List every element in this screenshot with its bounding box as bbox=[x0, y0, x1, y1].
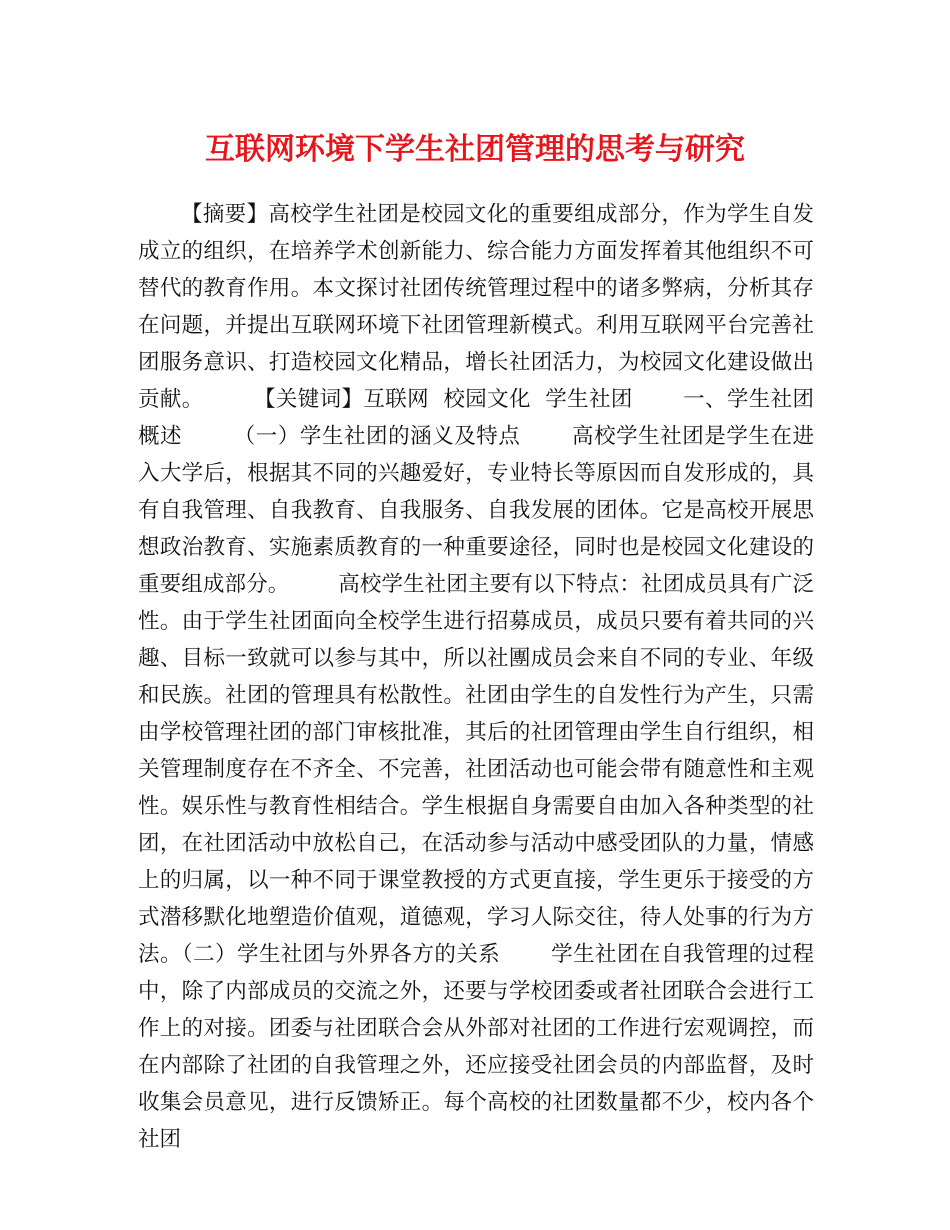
document-body-text: 【摘要】高校学生社团是校园文化的重要组成部分，作为学生自发成立的组织，在培养学术创新能力、综合能力方面发挥着其他组织不可替代的教育作用。本文探讨社团传统管理过程中的诸多弊病，分析其存在问题，并提出互联网环境下社团管理新模式。利用互联网平台完善社团服务意识、打造校园文化精品，增长社团活力，为校园文化建设做出贡献。 【关键词】互联网 校园文化 学生社团 一、学生社团概述 （一）学生社团的涵义及特点 高校学生社团是学生在进入大学后，根据其不同的兴趣爱好，专业特长等原因而自发形成的，具有自我管理、自我教育、自我服务、自我发展的团体。它是高校开展思想政治教育、实施素质教育的一种重要途径，同时也是校园文化建设的重要组成部分。 高校学生社团主要有以下特点：社团成员具有广泛性。由于学生社团面向全校学生进行招募成员，成员只要有着共同的兴趣、目标一致就可以参与其中，所以社團成员会来自不同的专业、年级和民族。社团的管理具有松散性。社团由学生的自发性行为产生，只需由学校管理社团的部门审核批准，其后的社团管理由学生自行组织，相关管理制度存在不齐全、不完善，社团活动也可能会带有随意性和主观性。娱乐性与教育性相结合。学生根据自身需要自由加入各种类型的社团，在社团活动中放松自己，在活动参与活动中感受团队的力量，情感上的归属，以一种不同于课堂教授的方式更直接，学生更乐于接受的方式潜移默化地塑造价值观，道德观，学习人际交往，待人处事的行为方法。（二）学生社团与外界各方的关系 学生社团在自我管理的过程中，除了内部成员的交流之外，还要与学校团委或者社团联合会进行工作上的对接。团委与社团联合会从外部对社团的工作进行宏观调控，而在内部除了社团的自我管理之外，还应接受社团会员的内部监督，及时收集会员意见，进行反馈矫正。每个高校的社团数量都不少，校内各个社团 bbox=[138, 202, 814, 1152]
document-title: 互联网环境下学生社团管理的思考与研究 bbox=[205, 132, 745, 167]
